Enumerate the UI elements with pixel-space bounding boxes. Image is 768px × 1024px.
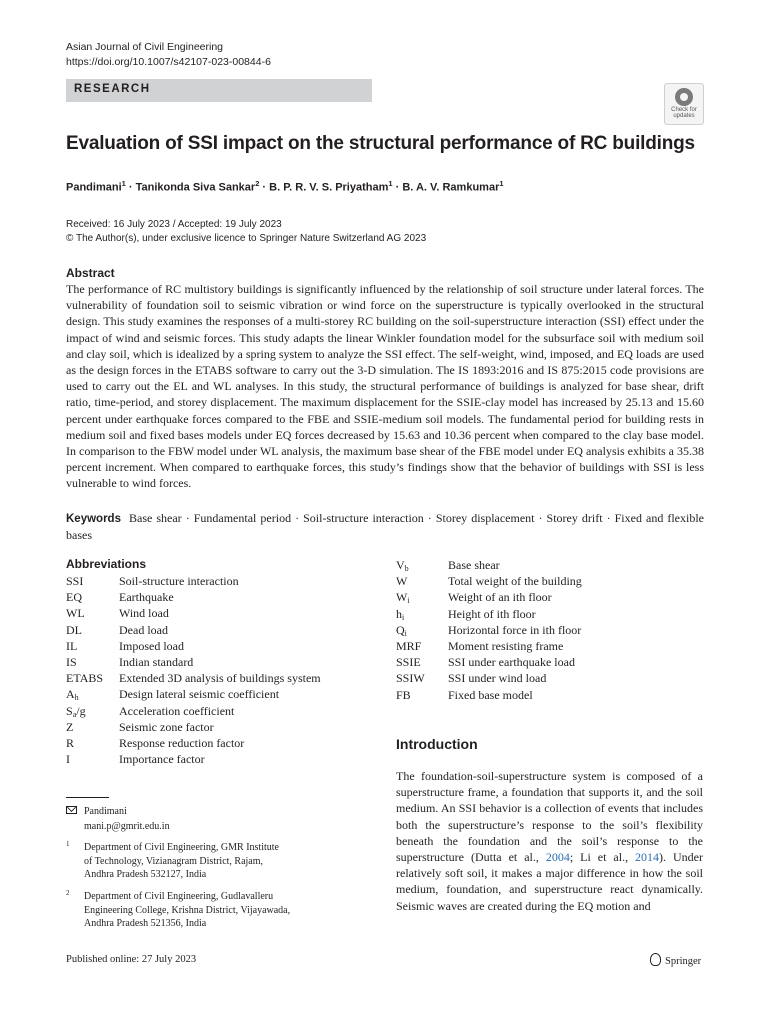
abbreviations-list-left — [66, 573, 366, 767]
author-separator: · — [392, 181, 403, 194]
abbreviation-row — [66, 735, 366, 751]
abbreviation-value: Base shear — [448, 558, 500, 572]
keywords-label: Keywords — [66, 513, 121, 525]
abbreviation-row — [66, 751, 366, 767]
envelope-icon — [66, 806, 77, 814]
abbreviations-list-right — [396, 557, 706, 703]
abbreviation-row — [66, 622, 366, 638]
author-separator: · — [259, 181, 270, 194]
abbreviation-key: R — [66, 735, 75, 750]
abbreviation-value: Total weight of the building — [448, 574, 582, 589]
journal-header — [66, 40, 271, 70]
symbol-tail: /g — [76, 703, 86, 718]
author-list — [66, 179, 504, 194]
abbreviation-value: SSI under earthquake load — [448, 655, 575, 670]
affiliation-number: 1 — [66, 840, 70, 848]
symbol-base: S — [66, 703, 73, 718]
author-name[interactable]: B. P. R. V. S. Priyatham — [269, 181, 389, 194]
abbreviation-row — [396, 606, 706, 622]
affiliation-line: Engineering College, Krishna District, Vijayawada, — [84, 904, 291, 916]
springer-horse-icon — [650, 953, 661, 966]
abbreviation-key — [66, 703, 119, 719]
abbreviation-key: WL — [66, 606, 85, 621]
affiliation-number: 2 — [66, 889, 70, 897]
corresponding-author: Pandimani — [84, 806, 127, 817]
section-banner — [66, 79, 372, 102]
abbreviation-value: Acceleration coefficient — [119, 703, 235, 718]
abbreviation-key: DL — [66, 622, 82, 637]
abbreviation-value: Dead load — [119, 622, 168, 637]
affiliation-line: Andhra Pradesh 521356, India — [84, 918, 207, 929]
abbreviation-key — [396, 589, 448, 605]
abbreviation-key: W — [396, 574, 408, 589]
abbreviation-row — [396, 622, 706, 638]
article-dates — [66, 218, 426, 246]
keywords-text: Base shear · Fundamental period · Soil-structure interaction · Storey displacement · Storey drift · Fixed and flexible bases — [66, 511, 704, 542]
abbreviation-key: IS — [66, 654, 77, 669]
abbreviation-value: Extended 3D analysis of buildings system — [119, 671, 321, 686]
abbreviation-row — [396, 687, 706, 703]
symbol-subscript: a — [72, 709, 77, 719]
abbreviation-row — [396, 589, 706, 605]
abbreviation-key: EQ — [66, 590, 82, 605]
symbol-base: A — [66, 687, 75, 702]
footnote-divider — [66, 797, 109, 798]
abbreviation-row — [66, 573, 366, 589]
symbol-subscript: i — [404, 628, 407, 638]
journal-name: Asian Journal of Civil Engineering — [66, 41, 224, 53]
abbreviation-value: Horizontal force in ith floor — [448, 622, 582, 637]
author-affiliation: 1 — [121, 179, 126, 188]
copyright-notice: © The Author(s), under exclusive licence to Springer Nature Switzerland AG 2023 — [66, 233, 427, 244]
author-affiliation: 1 — [388, 179, 393, 188]
abbreviation-row — [66, 686, 366, 702]
affiliation-line: Department of Civil Engineering, Gudlavalleru — [84, 891, 274, 902]
author-separator: · — [125, 181, 136, 194]
introduction-text — [396, 768, 703, 914]
abbreviation-value: SSI under wind load — [448, 671, 547, 686]
abbreviation-key: FB — [396, 687, 411, 702]
citation-link[interactable]: 2004 — [545, 850, 570, 865]
update-icon — [675, 88, 693, 106]
intro-text-part: ; Li et al., — [569, 850, 636, 865]
abbreviation-value: Wind load — [119, 606, 169, 621]
symbol-subscript: b — [404, 564, 409, 573]
abbreviation-key — [396, 557, 448, 573]
abbreviation-row — [396, 557, 706, 573]
symbol-base: Q — [396, 622, 405, 637]
abbreviation-value: Weight of an ith floor — [448, 590, 552, 605]
abbreviation-row — [66, 703, 366, 719]
received-accepted: Received: 16 July 2023 / Accepted: 19 July 2023 — [66, 219, 282, 230]
abbreviation-key: SSI — [66, 574, 84, 588]
doi-link[interactable]: https://doi.org/10.1007/s42107-023-00844-6 — [66, 56, 271, 68]
abbreviation-row — [66, 719, 366, 735]
abbreviation-value: Moment resisting frame — [448, 638, 564, 653]
abbreviation-key — [396, 606, 448, 622]
publisher-name: Springer — [665, 956, 702, 967]
symbol-base: h — [396, 606, 402, 621]
abbreviation-row — [396, 670, 706, 686]
affiliation-line: Department of Civil Engineering, GMR Institute — [84, 842, 279, 853]
abbreviation-key: I — [66, 752, 70, 767]
article-title: Evaluation of SSI impact on the structural performance of RC buildings — [66, 133, 695, 154]
abbreviation-value: Imposed load — [119, 638, 184, 653]
corresponding-email[interactable]: mani.p@gmrit.edu.in — [84, 821, 170, 832]
author-name[interactable]: Pandimani — [66, 181, 122, 194]
abbreviation-key: Z — [66, 719, 74, 734]
abbreviation-value: Seismic zone factor — [119, 719, 214, 734]
intro-text-part: ). Under relatively soft soil, it makes a major difference in how the soil medium, foundation, and superstructure react dynamically. Seismic waves are created during the EQ motion and — [396, 850, 704, 913]
affiliation-1 — [66, 840, 344, 882]
abbreviation-row — [396, 654, 706, 670]
citation-link[interactable]: 2014 — [635, 850, 660, 865]
abstract-text: The performance of RC multistory buildings is significantly influenced by the relationship of soil structure under lateral forces. The vulnerability of foundation soil to seismic vibration or wind force on the superstructure is typically overlooked in the structural design. This study examines the responses of a multi-storey RC building on the soil-superstructure interaction (SSI) effect under the impact of wind and seismic forces. This study adapts the linear Winkler foundation model for the subsurface soil with medium soil and clay soil, which is idealized by a spring system to analyze the SSI effect. The self-weight, wind, imposed, and EQ loads are used as the design forces in the ETABS software to carry out the 3-D simulation. The IS 1893:2016 and IS 875:2015 code provisions are used to carry out the EL and WL analyses. In this study, the structural performance of buildings is analyzed for base shear, drift ratio, time-period, and storey displacement. The maximum displacement for the SSIE-clay model has increased by 25.13 and 15.60 percent under earthquake forces compared to the FBE and SSIE-medium soil models. The fundamental period for building rests in medium soil and fixed bases models under EQ forces decreased by 15.63 and 10.36 percent when compared to the clay base model. In comparison to the FBW model under WL analysis, the maximum base shear of the FBE model under EQ analysis exhibits a 35.38 percent increment. When compared to earthquake forces, this study’s findings show that the behavior of buildings with SSI is less vulnerable to wind forces. — [66, 282, 704, 491]
abbreviation-row — [66, 670, 366, 686]
affiliation-2 — [66, 889, 344, 931]
abbreviation-value: Earthquake — [119, 590, 174, 605]
author-name[interactable]: Tanikonda Siva Sankar — [135, 181, 256, 194]
symbol-subscript: i — [402, 612, 405, 622]
check-updates-line-2: updates — [673, 113, 695, 119]
publisher-logo — [650, 953, 701, 967]
symbol-base: W — [396, 590, 408, 605]
abbreviation-key: MRF — [396, 638, 422, 653]
abbreviation-row — [66, 638, 366, 654]
abbreviation-value: Response reduction factor — [119, 735, 245, 750]
affiliation-line: Andhra Pradesh 532127, India — [84, 869, 207, 880]
symbol-subscript: h — [74, 693, 79, 703]
abbreviation-value: Fixed base model — [448, 687, 533, 702]
abbreviation-key — [396, 622, 448, 638]
keywords-block — [66, 510, 704, 543]
correspondence-block — [84, 804, 170, 834]
check-updates-line-1: Check for — [671, 107, 697, 113]
published-date: Published online: 27 July 2023 — [66, 954, 197, 965]
abbreviation-value: Importance factor — [119, 752, 205, 767]
abbreviation-key — [66, 686, 119, 702]
abbreviation-key: IL — [66, 638, 78, 653]
abbreviation-key: SSIW — [396, 671, 425, 686]
symbol-subscript: i — [407, 596, 410, 606]
abbreviation-value: Soil-structure interaction — [119, 574, 239, 588]
introduction-heading: Introduction — [396, 736, 478, 752]
abbreviation-key: SSIE — [396, 655, 421, 670]
symbol-base: V — [396, 558, 405, 572]
author-affiliation: 1 — [499, 179, 504, 188]
author-name[interactable]: B. A. V. Ramkumar — [402, 181, 500, 194]
section-label: RESEARCH — [74, 83, 151, 95]
abbreviation-row — [66, 654, 366, 670]
affiliation-line: of Technology, Vizianagram District, Rajam, — [84, 855, 264, 867]
abbreviation-value: Design lateral seismic coefficient — [119, 687, 280, 702]
abbreviation-value: Indian standard — [119, 654, 194, 669]
abbreviation-row — [396, 638, 706, 654]
abbreviation-row — [66, 589, 366, 605]
author-affiliation: 2 — [255, 179, 260, 188]
abbreviation-key: ETABS — [66, 671, 104, 686]
abstract-heading: Abstract — [66, 266, 115, 280]
check-for-updates-badge[interactable] — [664, 83, 704, 125]
abbreviation-row — [396, 573, 706, 589]
abbreviation-row — [66, 605, 366, 621]
intro-text-part: The foundation-soil-superstructure system is composed of a superstructure frame, a foundation that supports it, and the soil medium. An SSI behavior is a collection of events that includes both the superstructure’s response to the soil’s flexibility beneath the foundation and the soil’s response to the superstructure (Dutta et al., — [396, 769, 703, 865]
abbreviation-value: Height of ith floor — [448, 606, 536, 621]
abbreviations-heading: Abbreviations — [66, 557, 147, 571]
